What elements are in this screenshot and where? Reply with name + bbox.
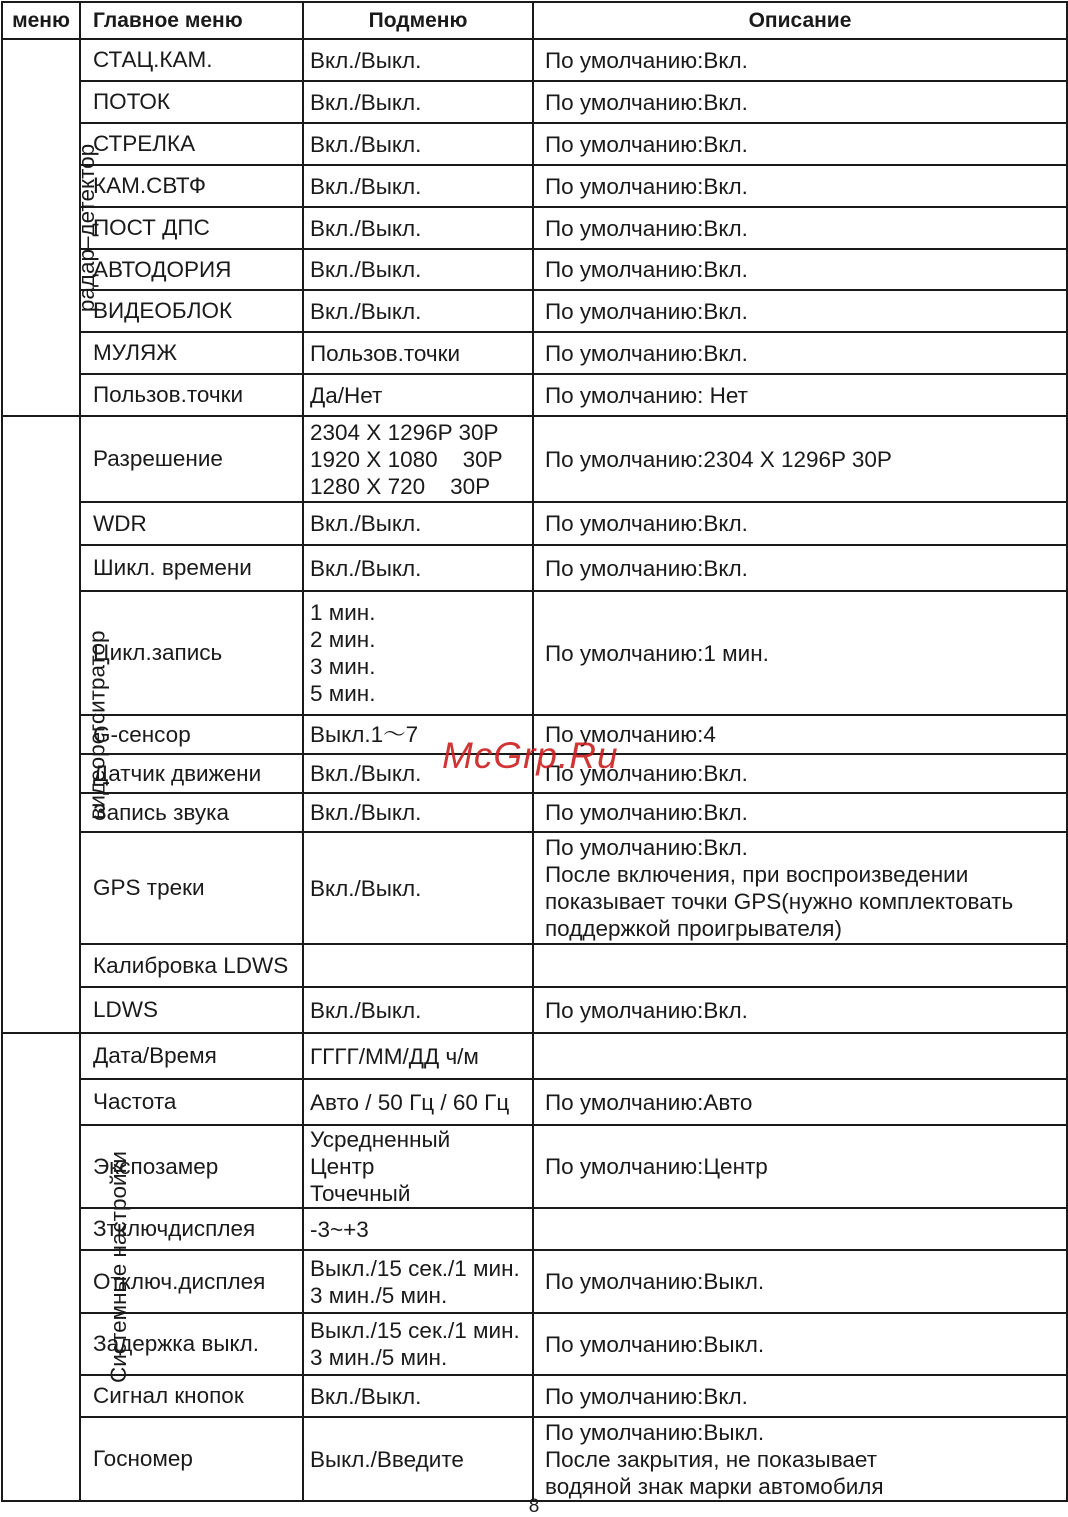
submenu-cell <box>303 754 533 793</box>
main-menu-cell: Дата/Время <box>80 1033 303 1079</box>
submenu-cell-line: Вкл./Выкл. <box>310 875 422 901</box>
submenu-cell-line: Вкл./Выкл. <box>310 298 422 324</box>
settings-table <box>1 1 1068 1502</box>
submenu-cell <box>303 502 533 545</box>
table-row <box>2 290 1067 332</box>
table-row <box>2 416 1067 502</box>
submenu-cell <box>303 715 533 754</box>
main-menu-cell: Экспозамер <box>80 1125 303 1208</box>
description-cell <box>533 1417 1067 1501</box>
description-cell <box>533 290 1067 332</box>
main-menu-cell: Сигнал кнопок <box>80 1375 303 1417</box>
description-cell <box>533 1313 1067 1375</box>
table-row <box>2 1033 1067 1079</box>
description-cell <box>533 374 1067 416</box>
table-row <box>2 81 1067 123</box>
table-row <box>2 123 1067 165</box>
submenu-cell <box>303 1417 533 1501</box>
main-menu-cell: ПОСТ ДПС <box>80 207 303 249</box>
table-row <box>2 502 1067 545</box>
description-cell-line: По умолчанию:Вкл. <box>545 89 748 115</box>
group-label: видеорегситратор <box>84 629 110 820</box>
page-number: 8 <box>528 1496 540 1517</box>
submenu-cell-line: 3 мин./5 мин. <box>310 1345 448 1370</box>
table-row <box>2 793 1067 832</box>
description-cell-line: По умолчанию:4 <box>545 722 716 747</box>
description-cell-line: По умолчанию:Вкл. <box>545 131 748 157</box>
description-cell-line: По умолчанию:1 мин. <box>545 640 769 666</box>
description-cell <box>533 249 1067 290</box>
description-cell <box>533 793 1067 832</box>
table-row <box>2 715 1067 754</box>
submenu-cell-line: 2304 X 1296P 30P <box>310 419 499 445</box>
submenu-cell-line: Выкл./15 сек./1 мин. <box>310 1318 520 1343</box>
submenu-cell <box>303 1313 533 1375</box>
submenu-cell-line: Вкл./Выкл. <box>310 131 422 157</box>
submenu-cell <box>303 1375 533 1417</box>
description-cell <box>533 1250 1067 1313</box>
submenu-cell <box>303 290 533 332</box>
table-row <box>2 1079 1067 1125</box>
submenu-cell-line: 3 мин./5 мин. <box>310 1282 448 1308</box>
table-row <box>2 1125 1067 1208</box>
main-menu-cell: СТРЕЛКА <box>80 123 303 165</box>
main-menu-cell: АВТОДОРИЯ <box>80 249 303 290</box>
watermark-logo: McGrp.Ru <box>442 735 619 776</box>
description-cell <box>533 1079 1067 1125</box>
table-row <box>2 1417 1067 1501</box>
description-cell <box>533 1033 1067 1079</box>
submenu-cell <box>303 39 533 81</box>
table-row <box>2 545 1067 591</box>
group-label: радар–детектор <box>74 143 100 312</box>
main-menu-cell: Зтключдисплея <box>80 1208 303 1250</box>
submenu-cell <box>303 944 533 987</box>
description-cell-line: По умолчанию:Выкл. <box>545 1269 765 1294</box>
submenu-cell <box>303 81 533 123</box>
description-cell-line: показывает точки GPS(нужно комплектовать <box>545 889 1014 914</box>
description-cell-line: По умолчанию:Центр <box>545 1154 768 1179</box>
header-main-menu: Главное меню <box>80 2 303 39</box>
description-cell <box>533 715 1067 754</box>
table-body <box>2 39 1067 1501</box>
table-row <box>2 1375 1067 1417</box>
submenu-cell-line: Вкл./Выкл. <box>310 215 422 241</box>
description-cell-line: По умолчанию:Вкл. <box>545 47 748 73</box>
description-cell-line: По умолчанию:Выкл. <box>545 1331 765 1357</box>
submenu-cell-line: Вкл./Выкл. <box>310 761 422 786</box>
description-cell <box>533 502 1067 545</box>
main-menu-cell: WDR <box>80 502 303 545</box>
submenu-cell-line: ГГГГ/ММ/ДД ч/м <box>310 1043 479 1069</box>
table-row <box>2 165 1067 207</box>
submenu-cell <box>303 545 533 591</box>
submenu-cell-line: Вкл./Выкл. <box>310 89 422 115</box>
description-cell <box>533 1125 1067 1208</box>
group-label: Системные настройки <box>105 1151 131 1383</box>
group-radar-detector <box>2 39 100 416</box>
main-menu-cell: Запись звука <box>80 793 303 832</box>
submenu-cell <box>303 1125 533 1208</box>
submenu-cell-line: Вкл./Выкл. <box>310 1383 422 1409</box>
table-row <box>2 987 1067 1033</box>
submenu-cell <box>303 207 533 249</box>
main-menu-cell: Задержка выкл. <box>80 1313 303 1375</box>
description-cell-line: По умолчанию:Вкл. <box>545 800 748 825</box>
table-row <box>2 1250 1067 1313</box>
main-menu-cell: LDWS <box>80 987 303 1033</box>
description-cell-line: поддержкой проигрывателя) <box>545 916 842 941</box>
submenu-cell <box>303 591 533 715</box>
main-menu-cell: КАМ.СВТФ <box>80 165 303 207</box>
submenu-cell-line: Вкл./Выкл. <box>310 173 422 199</box>
main-menu-cell: ВИДЕОБЛОК <box>80 290 303 332</box>
submenu-cell-line: -3~+3 <box>310 1216 369 1242</box>
submenu-cell-line: Авто / 50 Гц / 60 Гц <box>310 1089 510 1115</box>
description-cell <box>533 545 1067 591</box>
submenu-cell-line: Вкл./Выкл. <box>310 257 422 282</box>
description-cell <box>533 591 1067 715</box>
group-video-recorder <box>2 416 110 1033</box>
table-row <box>2 249 1067 290</box>
submenu-cell <box>303 793 533 832</box>
description-cell <box>533 944 1067 987</box>
table-row <box>2 332 1067 374</box>
submenu-cell <box>303 374 533 416</box>
table-row <box>2 832 1067 944</box>
submenu-cell-line: Выкл.1～7 <box>310 722 419 747</box>
header-menu: меню <box>2 2 80 39</box>
submenu-cell-line: 3 мин. <box>310 654 376 679</box>
submenu-cell-line: 2 мин. <box>310 627 376 652</box>
submenu-cell <box>303 1079 533 1125</box>
main-menu-cell: СТАЦ.КАМ. <box>80 39 303 81</box>
submenu-cell-line: Центр <box>310 1154 375 1179</box>
main-menu-cell: G-сенсор <box>80 715 303 754</box>
main-menu-cell: Отключ.дисплея <box>80 1250 303 1313</box>
submenu-cell <box>303 332 533 374</box>
description-cell-line: По умолчанию:Вкл. <box>545 298 748 324</box>
main-menu-cell: Шикл. времени <box>80 545 303 591</box>
submenu-cell-line: Вкл./Выкл. <box>310 511 422 536</box>
main-menu-cell: Датчик движени <box>80 754 303 793</box>
description-cell-line: После закрытия, не показывает <box>545 1446 878 1472</box>
main-menu-cell: МУЛЯЖ <box>80 332 303 374</box>
submenu-cell <box>303 1208 533 1250</box>
table-header-row <box>2 2 1067 39</box>
submenu-cell <box>303 123 533 165</box>
description-cell-line: По умолчанию:Вкл. <box>545 1383 748 1409</box>
table-row <box>2 374 1067 416</box>
header-description: Описание <box>533 2 1067 39</box>
table-row <box>2 754 1067 793</box>
description-cell-line: По умолчанию:Вкл. <box>545 215 748 241</box>
description-cell-line: По умолчанию:Авто <box>545 1089 753 1115</box>
description-cell <box>533 207 1067 249</box>
description-cell-line: По умолчанию:2304 X 1296P 30P <box>545 446 892 472</box>
table-row <box>2 1313 1067 1375</box>
description-cell <box>533 832 1067 944</box>
submenu-cell-line: Вкл./Выкл. <box>310 997 422 1023</box>
description-cell <box>533 123 1067 165</box>
submenu-cell-line: 1920 X 1080 30P <box>310 446 503 472</box>
submenu-cell <box>303 832 533 944</box>
submenu-cell <box>303 249 533 290</box>
submenu-cell <box>303 416 533 502</box>
description-cell-line: По умолчанию: Нет <box>545 382 748 408</box>
main-menu-cell: Разрешение <box>80 416 303 502</box>
submenu-cell <box>303 1033 533 1079</box>
main-menu-cell: Калибровка LDWS <box>80 944 303 987</box>
description-cell-line: водяной знак марки автомобиля <box>545 1473 884 1499</box>
submenu-cell-line: Вкл./Выкл. <box>310 47 422 73</box>
table-row <box>2 1208 1067 1250</box>
submenu-cell <box>303 1250 533 1313</box>
submenu-cell-line: Пользов.точки <box>310 340 461 366</box>
description-cell-line: По умолчанию:Вкл. <box>545 761 748 786</box>
description-cell-line: По умолчанию:Вкл. <box>545 835 748 860</box>
submenu-cell-line: Усредненный <box>310 1127 451 1152</box>
submenu-cell <box>303 987 533 1033</box>
description-cell-line: По умолчанию:Вкл. <box>545 555 748 581</box>
description-cell-line: По умолчанию:Вкл. <box>545 997 748 1023</box>
submenu-cell <box>303 165 533 207</box>
description-cell-line: По умолчанию:Вкл. <box>545 340 748 366</box>
main-menu-cell: GPS треки <box>80 832 303 944</box>
description-cell-line: По умолчанию:Вкл. <box>545 257 748 282</box>
description-cell <box>533 987 1067 1033</box>
submenu-cell-line: Вкл./Выкл. <box>310 800 422 825</box>
submenu-cell-line: 1 мин. <box>310 600 376 625</box>
description-cell <box>533 416 1067 502</box>
submenu-cell-line: Точечный <box>310 1181 411 1206</box>
description-cell-line: По умолчанию:Вкл. <box>545 173 748 199</box>
description-cell-line: По умолчанию:Вкл. <box>545 511 748 536</box>
submenu-cell-line: Выкл./15 сек./1 мин. <box>310 1255 520 1281</box>
submenu-cell-line: 5 мин. <box>310 681 376 706</box>
description-cell-line: После включения, при воспроизведении <box>545 862 969 887</box>
table-row <box>2 944 1067 987</box>
main-menu-cell: Пользов.точки <box>80 374 303 416</box>
description-cell <box>533 81 1067 123</box>
submenu-cell-line: 1280 X 720 30P <box>310 473 491 499</box>
main-menu-cell: Частота <box>80 1079 303 1125</box>
table-row <box>2 39 1067 81</box>
description-cell <box>533 165 1067 207</box>
submenu-cell-line: Да/Нет <box>310 382 383 408</box>
description-cell <box>533 332 1067 374</box>
submenu-cell-line: Вкл./Выкл. <box>310 555 422 581</box>
description-cell <box>533 1208 1067 1250</box>
description-cell <box>533 1375 1067 1417</box>
table-row <box>2 207 1067 249</box>
description-cell <box>533 754 1067 793</box>
submenu-cell-line: Выкл./Введите <box>310 1446 464 1472</box>
description-cell <box>533 39 1067 81</box>
main-menu-cell: Госномер <box>80 1417 303 1501</box>
main-menu-cell: Цикл.запись <box>80 591 303 715</box>
group-system-settings <box>2 1033 131 1501</box>
description-cell-line: По умолчанию:Выкл. <box>545 1419 765 1445</box>
header-submenu: Подменю <box>303 2 533 39</box>
main-menu-cell: ПОТОК <box>80 81 303 123</box>
table-row <box>2 591 1067 715</box>
